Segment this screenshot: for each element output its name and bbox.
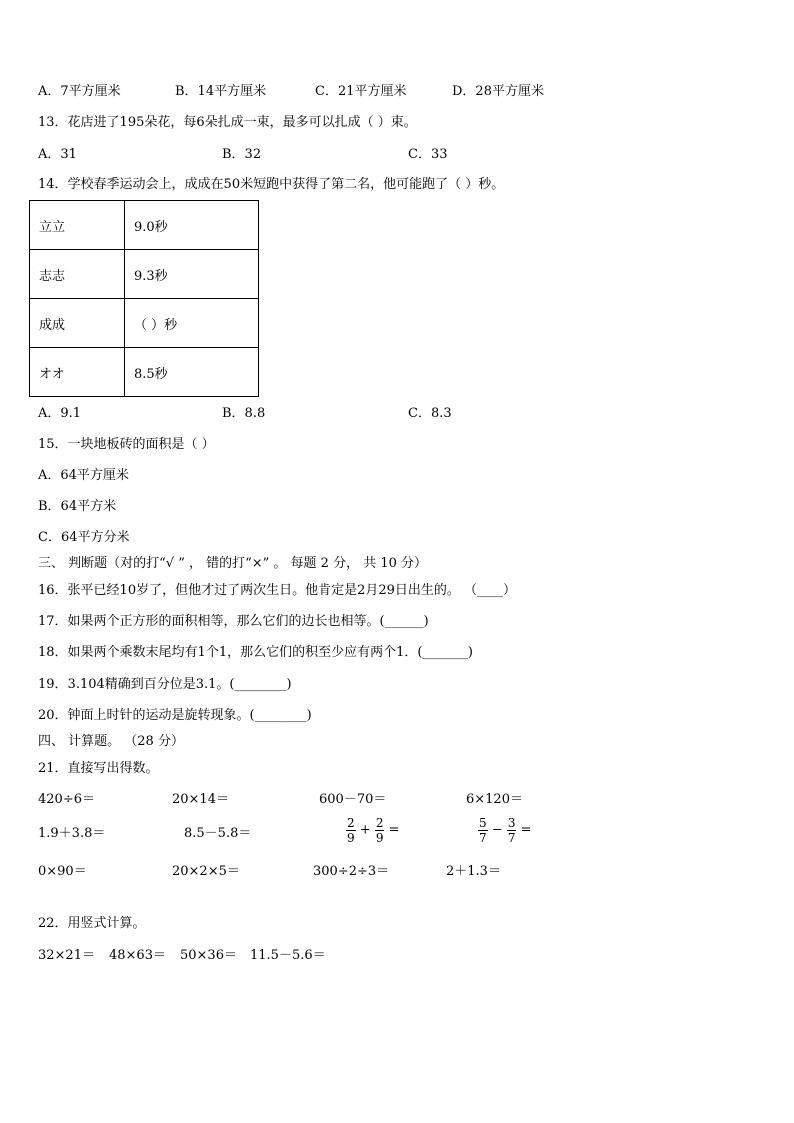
section-4-heading: 四、 计算题。 （28 分） xyxy=(38,734,184,749)
fraction-expression-2 xyxy=(478,816,532,845)
runner-time: 8.5秒 xyxy=(125,348,259,397)
plus-sign: + xyxy=(359,822,371,838)
calc-item: 420÷6＝ xyxy=(38,792,95,807)
table-row xyxy=(30,348,259,397)
table-row xyxy=(30,250,259,299)
q12-option-a: A．7平方厘米 xyxy=(38,84,121,99)
calc-item: 300÷2÷3＝ xyxy=(313,864,390,879)
q14-option-c: C．8.3 xyxy=(408,406,452,421)
calc-item: 8.5－5.8＝ xyxy=(184,826,252,841)
denominator: 7 xyxy=(479,831,487,845)
fraction xyxy=(346,816,356,845)
denominator: 9 xyxy=(347,831,355,845)
fraction-expression-1 xyxy=(346,816,400,845)
calc-item: 6×120＝ xyxy=(466,792,523,807)
denominator: 9 xyxy=(375,831,384,845)
q16-statement: 16．张平已经10岁了，但他才过了两次生日。他肯定是2月29日出生的。 （____） xyxy=(38,583,517,598)
equals-sign: = xyxy=(388,822,400,838)
calc-item: 48×63＝ xyxy=(109,948,166,963)
calc-item: 11.5－5.6＝ xyxy=(250,948,326,963)
calc-item: 50×36＝ xyxy=(180,948,237,963)
calc-item: 0×90＝ xyxy=(38,864,87,879)
q13-option-b: B．32 xyxy=(222,147,262,162)
runner-name: オオ xyxy=(30,348,125,397)
section-3-heading: 三、 判断题（对的打“√ ” ， 错的打“×” 。 每题 2 分， 共 10 分） xyxy=(38,556,428,571)
calc-item: 1.9＋3.8＝ xyxy=(38,826,106,841)
runner-time: 9.0秒 xyxy=(125,201,259,250)
q14-stem: 14．学校春季运动会上，成成在50米短跑中获得了第二名，他可能跑了（ ）秒。 xyxy=(38,177,505,192)
calc-item: 32×21＝ xyxy=(38,948,95,963)
runner-name: 成成 xyxy=(30,299,125,348)
numerator: 3 xyxy=(507,816,516,830)
table-row xyxy=(30,299,259,348)
numerator: 5 xyxy=(479,816,487,830)
calc-item: 20×2×5＝ xyxy=(172,864,240,879)
q14-option-b: B．8.8 xyxy=(222,406,266,421)
equals-sign: = xyxy=(520,822,532,838)
fraction xyxy=(375,816,385,845)
q12-option-b: B．14平方厘米 xyxy=(175,84,267,99)
numerator: 2 xyxy=(375,816,384,830)
runner-time: 9.3秒 xyxy=(125,250,259,299)
q19-statement: 19．3.104精确到百分位是3.1。(________) xyxy=(38,677,292,692)
fraction xyxy=(507,816,517,845)
minus-sign: − xyxy=(491,822,503,838)
runner-time: （ ）秒 xyxy=(125,299,259,348)
q13-stem: 13．花店进了195朵花，每6朵扎成一束，最多可以扎成（ ）束。 xyxy=(38,115,417,130)
calc-item: 600－70＝ xyxy=(319,792,387,807)
q18-statement: 18．如果两个乘数末尾均有1个1，那么它们的积至少应有两个1．(_______) xyxy=(38,645,473,660)
fraction xyxy=(478,816,488,845)
numerator: 2 xyxy=(347,816,355,830)
q12-option-d: D．28平方厘米 xyxy=(452,84,544,99)
runner-name: 志志 xyxy=(30,250,125,299)
q20-statement: 20．钟面上时针的运动是旋转现象。(________) xyxy=(38,708,312,723)
q15-option-a: A．64平方厘米 xyxy=(38,468,129,483)
q12-option-c: C．21平方厘米 xyxy=(315,84,407,99)
q17-statement: 17．如果两个正方形的面积相等，那么它们的边长也相等。(______) xyxy=(38,614,429,629)
q15-stem: 15．一块地板砖的面积是（ ） xyxy=(38,437,215,452)
q14-option-a: A．9.1 xyxy=(38,406,82,421)
table-row xyxy=(30,201,259,250)
runner-name: 立立 xyxy=(30,201,125,250)
denominator: 7 xyxy=(507,831,516,845)
q22-stem: 22．用竖式计算。 xyxy=(38,916,146,931)
q21-stem: 21．直接写出得数。 xyxy=(38,761,159,776)
q15-option-c: C．64平方分米 xyxy=(38,530,130,545)
calc-item: 20×14＝ xyxy=(172,792,229,807)
q15-option-b: B．64平方米 xyxy=(38,499,117,514)
q13-option-a: A．31 xyxy=(38,147,77,162)
q13-option-c: C．33 xyxy=(408,147,448,162)
q14-times-table xyxy=(29,200,259,397)
calc-item: 2＋1.3＝ xyxy=(446,864,501,879)
